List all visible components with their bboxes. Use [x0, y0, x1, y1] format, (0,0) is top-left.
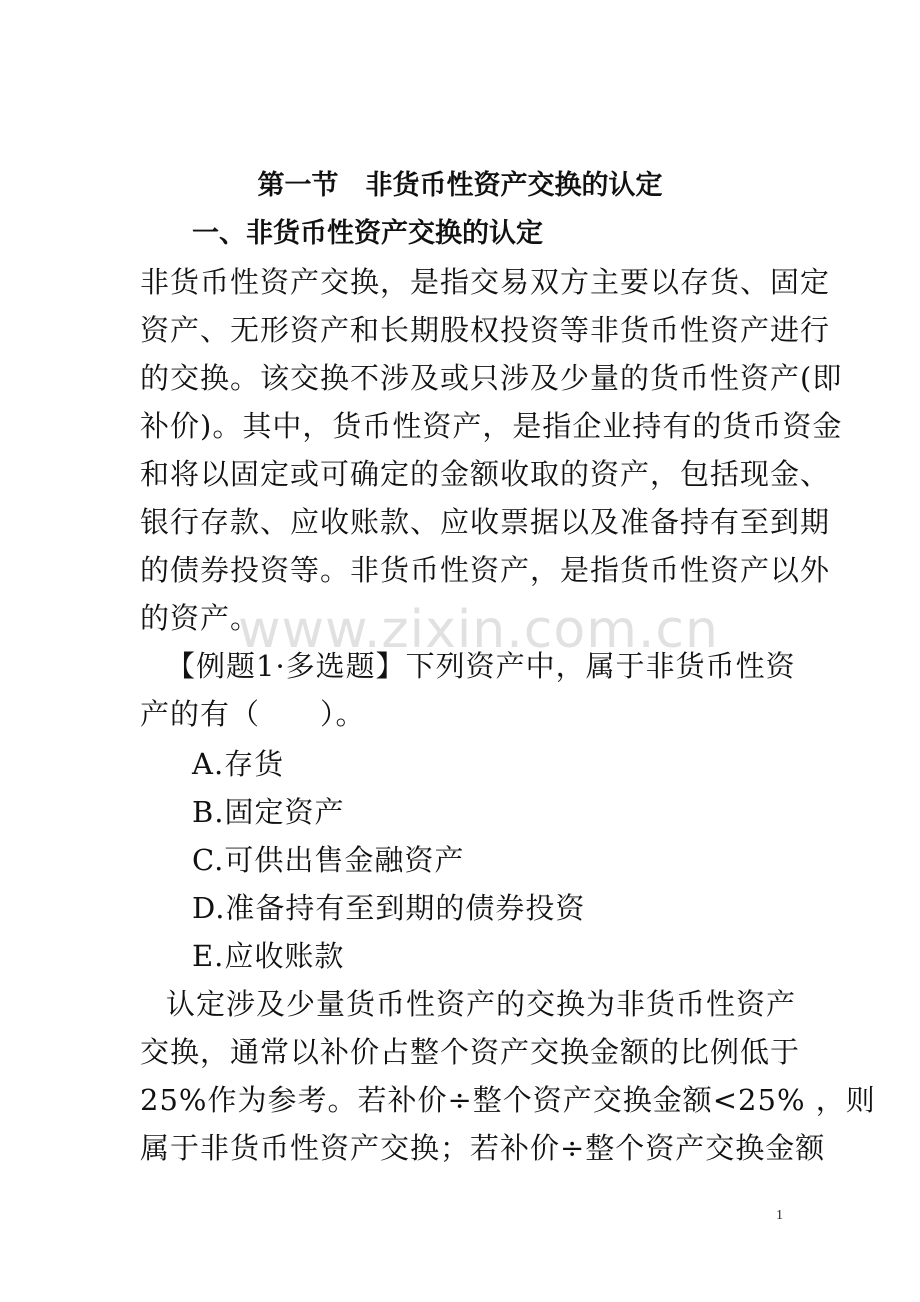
paragraph-line: 属于非货币性资产交换；若补价÷整个资产交换金额 — [140, 1131, 826, 1165]
question-line: 【例题1·多选题】下列资产中，属于非货币性资 — [166, 649, 796, 683]
page-number: 1 — [776, 1208, 783, 1223]
option-a: A.存货 — [192, 747, 285, 781]
paragraph-line: 的债券投资等。非货币性资产，是指货币性资产以外 — [140, 553, 831, 587]
option-b: B.固定资产 — [192, 795, 345, 829]
paragraph-line: 银行存款、应收账款、应收票据以及准备持有至到期 — [140, 505, 831, 539]
option-e: E.应收账款 — [192, 939, 345, 973]
paragraph-line: 交换，通常以补价占整个资产交换金额的比例低于 — [140, 1035, 801, 1069]
paragraph-line: 的交换。该交换不涉及或只涉及少量的货币性资产(即 — [140, 361, 843, 395]
option-c: C.可供出售金融资产 — [192, 843, 465, 877]
section-title: 第一节 非货币性资产交换的认定 — [257, 170, 663, 201]
paragraph-line: 25%作为参考。若补价÷整个资产交换金额<25% ，则 — [140, 1083, 876, 1117]
paragraph-line: 认定涉及少量货币性资产的交换为非货币性资产 — [166, 987, 797, 1021]
paragraph-line: 的资产。 — [140, 601, 261, 635]
paragraph-line: 和将以固定或可确定的金额收取的资产，包括现金、 — [140, 457, 831, 491]
subsection-title: 一、非货币性资产交换的认定 — [192, 218, 543, 249]
paragraph-line: 资产、无形资产和长期股权投资等非货币性资产进行 — [140, 313, 831, 347]
question-line: 产的有（ ）。 — [140, 697, 366, 731]
option-d: D.准备持有至到期的债券投资 — [192, 891, 586, 925]
watermark: www.zixin.com.cn — [238, 600, 719, 660]
paragraph-line: 非货币性资产交换，是指交易双方主要以存货、固定 — [140, 265, 831, 299]
paragraph-line: 补价)。其中，货币性资产，是指企业持有的货币资金 — [140, 409, 843, 443]
